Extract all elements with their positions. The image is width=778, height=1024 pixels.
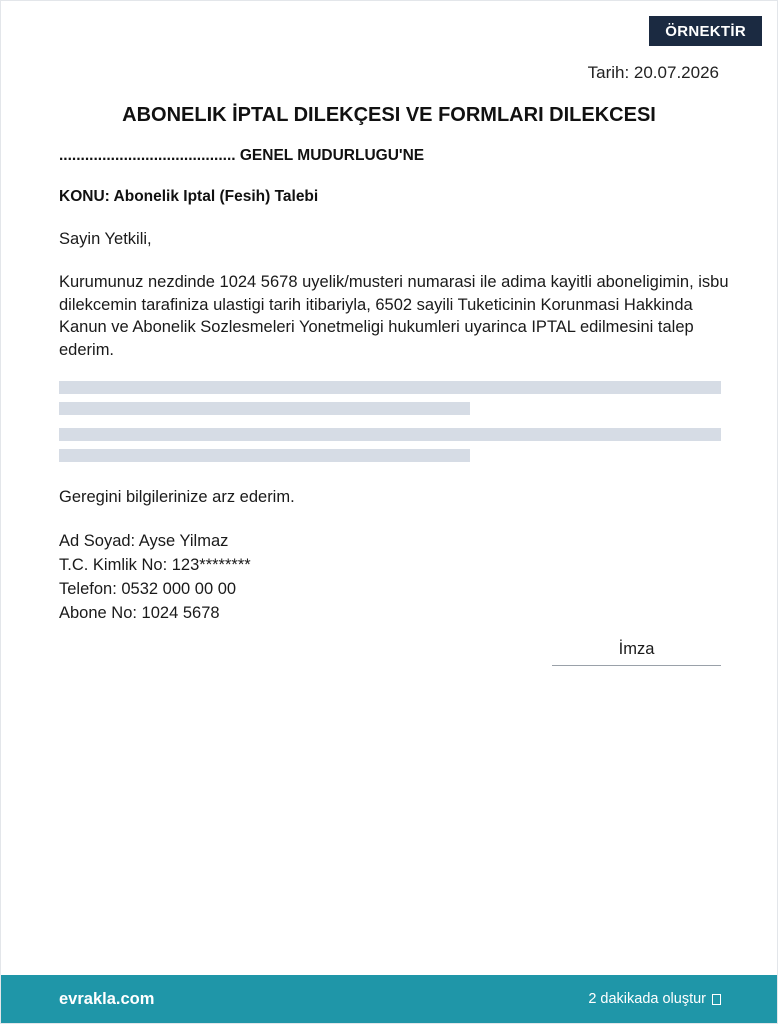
subscriber-number-field: Abone No: 1024 5678	[59, 604, 220, 622]
redacted-line	[59, 381, 721, 394]
create-document-link[interactable]	[588, 991, 721, 1007]
footer-bar	[1, 975, 777, 1023]
redacted-line	[59, 449, 470, 462]
external-link-icon	[712, 994, 721, 1005]
tc-number-field: T.C. Kimlik No: 123********	[59, 556, 251, 574]
document-date: Tarih: 20.07.2026	[587, 63, 719, 82]
body-paragraph: Kurumunuz nezdinde 1024 5678 uyelik/musteri numarasi ile adima kayitli aboneligimin, isbu dilekcemin tarafiniza ulastigi tarih itibariyla, 6502 sayili Tuketicinin Korunmasi Hakkinda Kanun ve Abonelik Sozlesmeleri Yonetmeligi hukumleri uyarinca IPTAL edilmesini talep ederim.	[59, 273, 729, 359]
subject-line: KONU: Abonelik Iptal (Fesih) Talebi	[59, 188, 319, 205]
name-field: Ad Soyad: Ayse Yilmaz	[59, 532, 229, 550]
signature-label: İmza	[552, 640, 721, 666]
sample-badge: ÖRNEKTİR	[649, 16, 762, 46]
closing-line: Geregini bilgilerinize arz ederim.	[59, 488, 295, 506]
personal-info-block	[59, 529, 251, 625]
create-document-label: 2 dakikada oluştur	[588, 991, 706, 1007]
brand-link[interactable]: evrakla.com	[59, 989, 155, 1008]
recipient-line: ......................................... GENEL MUDURLUGU'NE	[59, 147, 425, 164]
document-title: ABONELIK İPTAL DILEKÇESI VE FORMLARI DILEKCESI	[122, 104, 656, 126]
greeting: Sayin Yetkili,	[59, 230, 152, 248]
redacted-line	[59, 428, 721, 441]
redacted-line	[59, 402, 470, 415]
phone-field: Telefon: 0532 000 00 00	[59, 580, 237, 598]
